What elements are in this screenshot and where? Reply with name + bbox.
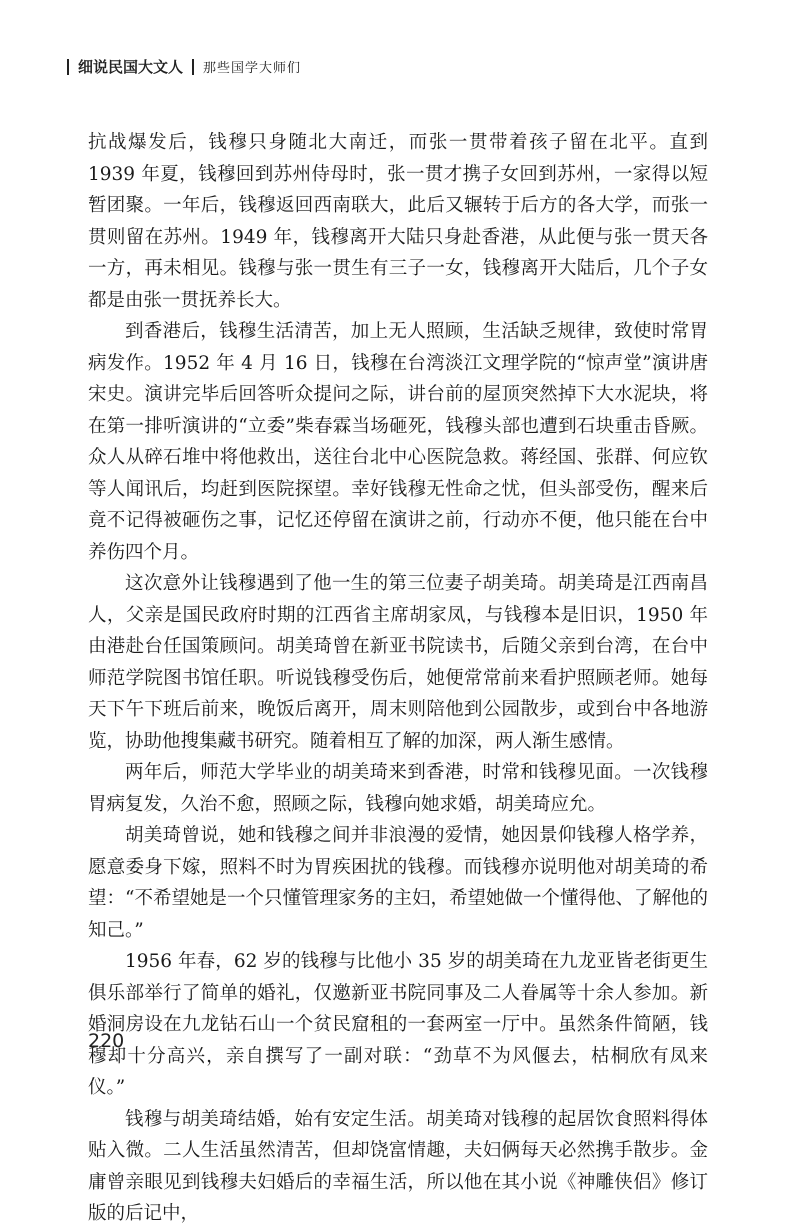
paragraph: 钱穆与胡美琦结婚，始有安定生活。胡美琦对钱穆的起居饮食照料得体贴入微。二人生活虽然清苦，但却饶富情趣，夫妇俩每天必然携手散步。金庸曾亲眼见到钱穆夫妇婚后的幸福生活，所以他在其小说《神雕侠侣》修订版的后记中， — [88, 1108, 708, 1224]
body-text — [88, 127, 708, 1230]
book-title: 细说民国大文人 — [78, 58, 184, 76]
paragraph-continued: 抗战爆发后，钱穆只身随北大南迁，而张一贯带着孩子留在北平。直到 1939 年夏，钱穆回到苏州侍母时，张一贯才携子女回到苏州，一家得以短暂团聚。一年后，钱穆返回西南联大，此后又辗转于后方的各大学，而张一贯则留在苏州。1949 年，钱穆离开大陆只身赴香港，从此便与张一贯天各一方，再未相见。钱穆与张一贯生有三子一女，钱穆离开大陆后，几个子女都是由张一贯抚养长大。 — [88, 132, 708, 311]
header-rule-middle — [192, 59, 194, 75]
paragraph: 到香港后，钱穆生活清苦，加上无人照顾，生活缺乏规律，致使时常胃病发作。1952 年 4 月 16 日，钱穆在台湾淡江文理学院的“惊声堂”演讲唐宋史。演讲完毕后回答听众提问之际，讲台前的屋顶突然掉下大水泥块，将在第一排听演讲的“立委”柴春霖当场砸死，钱穆头部也遭到石块重击昏厥。众人从碎石堆中将他救出，送往台北中心医院急救。蒋经国、张群、何应钦等人闻讯后，均赶到医院探望。幸好钱穆无性命之忧，但头部受伤，醒来后竟不记得被砸伤之事，记忆还停留在演讲之前，行动亦不便，他只能在台中养伤四个月。 — [88, 321, 708, 563]
running-header — [58, 56, 301, 77]
paragraph: 两年后，师范大学毕业的胡美琦来到香港，时常和钱穆见面。一次钱穆胃病复发，久治不愈，照顾之际，钱穆向她求婚，胡美琦应允。 — [88, 762, 708, 815]
paragraph: 这次意外让钱穆遇到了他一生的第三位妻子胡美琦。胡美琦是江西南昌人，父亲是国民政府时期的江西省主席胡家凤，与钱穆本是旧识，1950 年由港赴台任国策顾问。胡美琦曾在新亚书院读书，后随父亲到台湾，在台中师范学院图书馆任职。听说钱穆受伤后，她便常常前来看护照顾老师。她每天下午下班后前来，晚饭后离开，周末则陪他到公园散步，或到台中各地游览，协助他搜集藏书研究。随着相互了解的加深，两人渐生感情。 — [88, 573, 708, 752]
page-number: 220 — [88, 1030, 125, 1052]
paragraph: 胡美琦曾说，她和钱穆之间并非浪漫的爱情，她因景仰钱穆人格学养，愿意委身下嫁，照料不时为胃疾困扰的钱穆。而钱穆亦说明他对胡美琦的希望：“不希望她是一个只懂管理家务的主妇，希望她做一个懂得他、了解他的知己。” — [88, 825, 708, 941]
header-rule-left — [67, 59, 69, 75]
paragraph: 1956 年春，62 岁的钱穆与比他小 35 岁的胡美琦在九龙亚皆老街更生俱乐部举行了简单的婚礼，仅邀新亚书院同事及二人眷属等十余人参加。新婚洞房设在九龙钻石山一个贫民窟租的一套两室一厅中。虽然条件简陋，钱穆却十分高兴，亲自撰写了一副对联：“劲草不为风偃去，枯桐欣有凤来仪。” — [88, 951, 708, 1098]
chapter-title: 那些国学大师们 — [203, 61, 302, 76]
